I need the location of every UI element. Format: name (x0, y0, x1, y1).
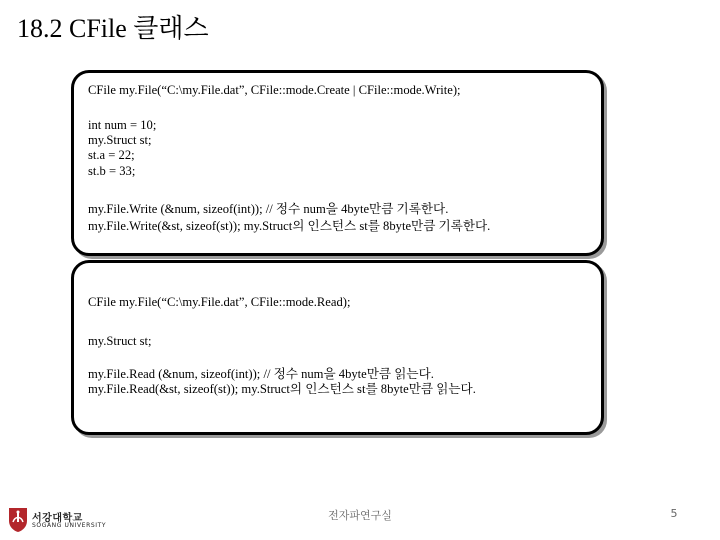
read-code-box (71, 260, 604, 435)
code-line: st.b = 33; (88, 164, 136, 178)
code-line: my.Struct st; (88, 133, 152, 147)
code-line: CFile my.File(“C:\my.File.dat”, CFile::mode.Create | CFile::mode.Write); (88, 83, 461, 97)
write-code-box (71, 70, 604, 256)
slide-title: 18.2 CFile 클래스 (17, 14, 209, 43)
logo-text: 서강대학교 (32, 513, 83, 524)
university-logo (8, 506, 107, 534)
code-line: my.Struct st; (88, 334, 152, 348)
code-line: my.File.Write(&st, sizeof(st)); my.Struct의 인스턴스 st를 8byte만큼 기록한다. (88, 219, 491, 233)
code-line: st.a = 22; (88, 148, 135, 162)
code-line: CFile my.File(“C:\my.File.dat”, CFile::mode.Read); (88, 295, 351, 309)
logo-subtext: SOGANG UNIVERSITY (32, 522, 107, 529)
code-line: my.File.Read(&st, sizeof(st)); my.Struct의 인스턴스 st를 8byte만큼 읽는다. (88, 382, 476, 396)
code-line: int num = 10; (88, 118, 157, 132)
footer-lab-name: 전자파연구실 (328, 509, 392, 522)
code-line: my.File.Write (&num, sizeof(int)); // 정수 num을 4byte만큼 기록한다. (88, 202, 449, 216)
code-line: my.File.Read (&num, sizeof(int)); // 정수 num을 4byte만큼 읽는다. (88, 367, 434, 381)
university-emblem-icon (8, 507, 28, 533)
page-number: 5 (670, 507, 678, 520)
